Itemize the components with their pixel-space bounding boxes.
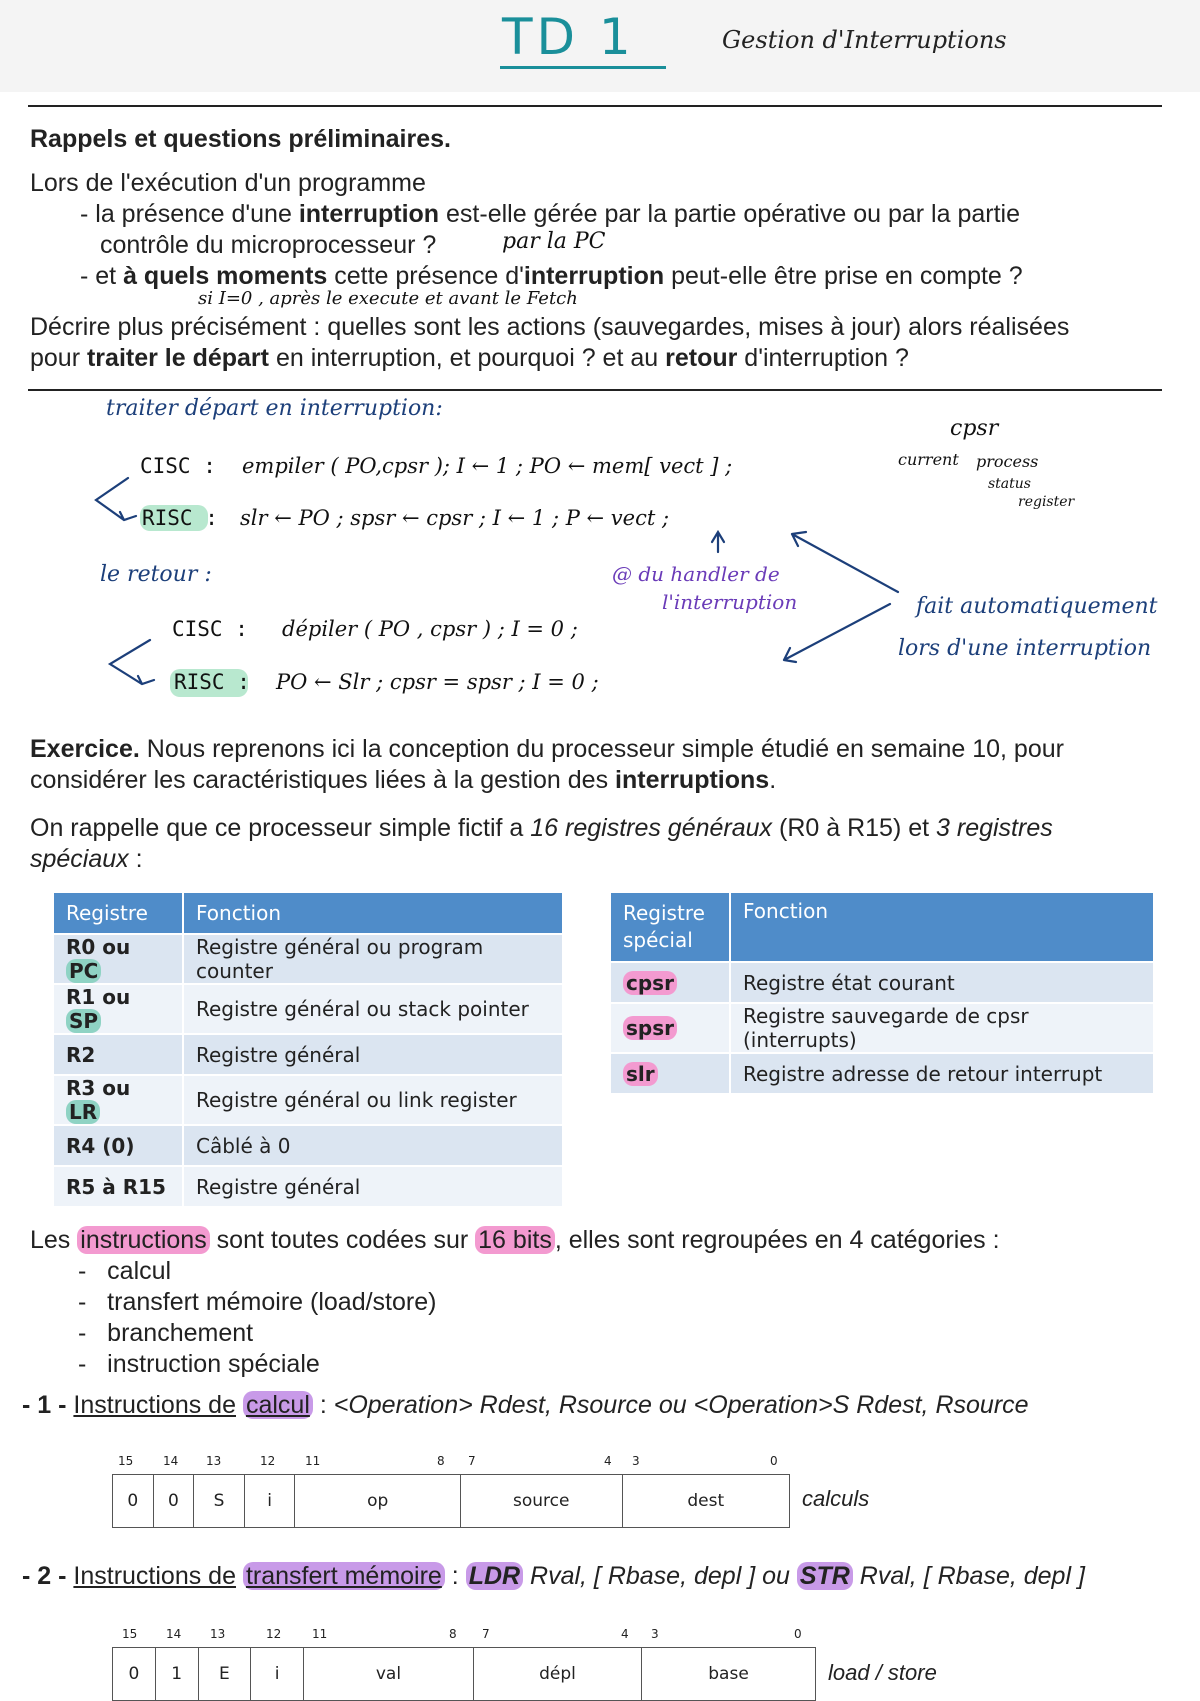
question-1: - la présence d'une interruption est-elle gérée par la partie opérative ou par la partie	[80, 200, 1020, 228]
note-risc2-label: RISC :	[174, 670, 250, 694]
register-function: Registre général	[183, 1166, 563, 1207]
table-row	[53, 934, 563, 984]
bit-field: op	[295, 1475, 461, 1527]
note-depart-title: traiter départ en interruption:	[106, 396, 443, 421]
exercice-registers: On rappelle que ce processeur simple fictif a 16 registres généraux (R0 à R15) et 3 registres	[30, 814, 1053, 842]
auto-arrow-upper	[792, 532, 898, 592]
register-name: R1 ou SP	[53, 984, 183, 1034]
register-table-header-reg: Registre	[53, 892, 183, 934]
bracket-depart-arrow	[96, 478, 136, 520]
bit-field: E	[199, 1648, 252, 1700]
pc-highlight: PC	[66, 959, 101, 983]
register-table	[52, 891, 564, 1208]
table-row	[610, 962, 1154, 1003]
auto-arrow-lower	[784, 604, 890, 662]
table-row	[610, 1003, 1154, 1053]
lr-highlight: LR	[66, 1100, 100, 1124]
answer-2: si I=0 , après le execute et avant le Fetch	[198, 288, 578, 309]
bit-field: i	[245, 1475, 296, 1527]
bracket-retour-arrow	[110, 640, 154, 684]
section-transfert-heading: - 2 - Instructions de transfert mémoire : LDR Rval, [ Rbase, depl ] ou STR Rval, [ Rbase, depl ]	[22, 1562, 1085, 1590]
list-item: - calcul	[78, 1257, 172, 1285]
note-risc2-code: PO ← Slr ; cpsr = spsr ; I = 0 ;	[276, 670, 599, 694]
note-cpsr-4: status	[988, 476, 1031, 492]
bit-field: 0	[113, 1475, 154, 1527]
register-name: R4 (0)	[53, 1125, 183, 1166]
note-handler-1: @ du handler de	[612, 562, 780, 586]
list-item: - instruction spéciale	[78, 1350, 320, 1378]
rappels-heading: Rappels et questions préliminaires.	[30, 125, 451, 153]
exercice-intro-cont: considérer les caractéristiques liées à la gestion des interruptions.	[30, 766, 777, 794]
note-arrows	[0, 0, 1200, 720]
table-row	[53, 1166, 563, 1207]
handler-pointer-arrow	[712, 532, 724, 552]
table-row	[53, 1034, 563, 1075]
special-register-table	[609, 891, 1155, 1095]
sp-highlight: SP	[66, 1009, 101, 1033]
note-auto-1: fait automatiquement	[916, 594, 1158, 619]
register-name: R0 ou PC	[53, 934, 183, 984]
table-row	[53, 1075, 563, 1125]
rappels-intro: Lors de l'exécution d'un programme	[30, 169, 426, 197]
bit-field: i	[251, 1648, 304, 1700]
note-cisc1-label: CISC :	[140, 454, 216, 478]
bit-field: dest	[687, 1491, 725, 1511]
calcul-instruction-format	[112, 1474, 790, 1528]
note-risc1-code: slr ← PO ; spsr ← cpsr ; I ← 1 ; P ← vect ;	[240, 506, 670, 530]
register-name: spsr	[610, 1003, 730, 1053]
register-function: Registre sauvegarde de cpsr (interrupts)	[730, 1003, 1154, 1053]
transfert-caption: load / store	[828, 1660, 937, 1685]
register-function: Câblé à 0	[183, 1125, 563, 1166]
question-3: Décrire plus précisément : quelles sont les actions (sauvegardes, mises à jour) alors réalisées	[30, 313, 1070, 341]
bit-field: base	[708, 1664, 749, 1684]
question-2: - et à quels moments cette présence d'interruption peut-elle être prise en compte ?	[80, 262, 1023, 290]
register-name: R3 ou LR	[53, 1075, 183, 1125]
register-name: R2	[53, 1034, 183, 1075]
transfert-instruction-format	[112, 1647, 816, 1701]
table-row	[610, 1053, 1154, 1094]
register-function: Registre général ou link register	[183, 1075, 563, 1125]
note-retour-title: le retour :	[100, 562, 212, 587]
register-function: Registre général	[183, 1034, 563, 1075]
category-list	[78, 1256, 436, 1380]
page-title: TD 1	[502, 8, 635, 66]
note-handler-2: l'interruption	[662, 590, 798, 614]
note-cisc1-code: empiler ( PO,cpsr ); I ← 1 ; PO ← mem[ vect ] ;	[242, 454, 733, 478]
table-row	[53, 1125, 563, 1166]
note-cpsr-2: current	[898, 450, 959, 469]
question-1-cont: contrôle du microprocesseur ?	[100, 231, 437, 259]
exercice-intro: Exercice. Nous reprenons ici la conception du processeur simple étudié en semaine 10, pour	[30, 735, 1064, 763]
bit-field: 0	[154, 1475, 195, 1527]
note-cpsr-3: process	[976, 452, 1039, 471]
list-item: - branchement	[78, 1319, 254, 1347]
register-name: cpsr	[610, 962, 730, 1003]
register-name: slr	[610, 1053, 730, 1094]
instructions-intro: Les instructions sont toutes codées sur 16 bits , elles sont regroupées en 4 catégories :	[30, 1226, 1000, 1254]
list-item: - transfert mémoire (load/store)	[78, 1288, 437, 1316]
question-3-cont: pour traiter le départ en interruption, et pourquoi ? et au retour d'interruption ?	[30, 344, 909, 372]
note-cisc2-label: CISC :	[172, 617, 248, 641]
special-table-header-fn: Fonction	[730, 892, 1154, 962]
section-calcul-heading: - 1 - Instructions de calcul : <Operation> Rdest, Rsource ou <Operation>S Rdest, Rsource	[22, 1391, 1029, 1419]
bit-field: 1	[156, 1648, 199, 1700]
note-cpsr-1: cpsr	[950, 416, 999, 441]
bit-field: source	[461, 1475, 623, 1527]
note-auto-2: lors d'une interruption	[898, 636, 1152, 661]
register-function: Registre général ou program counter	[183, 934, 563, 984]
bit-field: 0	[113, 1648, 156, 1700]
bit-field: dépl	[474, 1648, 642, 1700]
note-cisc2-code: dépiler ( PO , cpsr ) ; I = 0 ;	[282, 617, 578, 641]
register-function: Registre adresse de retour interrupt	[730, 1053, 1154, 1094]
note-risc1-label: RISC :	[142, 506, 218, 530]
bit-field: val	[304, 1648, 474, 1700]
register-function: Registre général ou stack pointer	[183, 984, 563, 1034]
note-cpsr-5: register	[1018, 494, 1075, 510]
register-function: Registre état courant	[730, 962, 1154, 1003]
register-table-header-fn: Fonction	[183, 892, 563, 934]
page-subtitle: Gestion d'Interruptions	[722, 26, 1007, 54]
special-table-header-reg: Registre spécial	[610, 892, 730, 962]
calcul-caption: calculs	[802, 1486, 870, 1511]
exercice-registers-cont: spéciaux :	[30, 845, 143, 873]
bit-field: S	[194, 1475, 245, 1527]
answer-1: par la PC	[502, 229, 606, 254]
register-name: R5 à R15	[53, 1166, 183, 1207]
table-row	[53, 984, 563, 1034]
